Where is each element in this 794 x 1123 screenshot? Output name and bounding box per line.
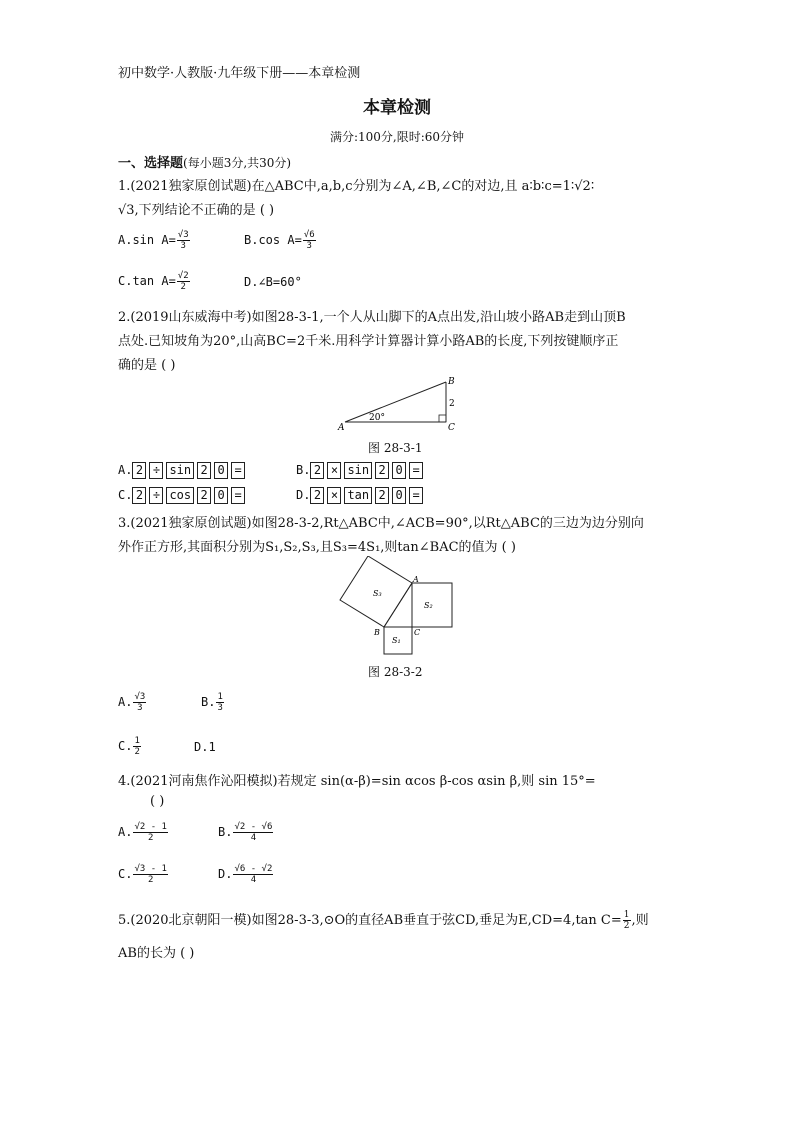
fig1-label-b: B <box>448 377 455 387</box>
q5-line1 <box>118 909 649 931</box>
fig1-height-label: 2 <box>449 399 455 409</box>
q4-option-a <box>118 822 169 843</box>
fig1-label-c: C <box>448 423 455 433</box>
fig1-slope <box>345 382 446 422</box>
q5-line1-text: 5.(2020北京朝阳一模)如图28-3-3,⊙O的直径AB垂直于弦CD,垂足为E,CD=4,tan C= <box>118 913 622 928</box>
q1-line1: 1.(2021独家原创试题)在△ABC中,a,b,c分别为∠A,∠B,∠C的对边,且 a∶b∶c=1∶√2∶ <box>118 179 595 194</box>
fig2-caption: 图 28-3-2 <box>368 665 423 679</box>
q2-optD-label: D. <box>296 488 311 502</box>
q3-line2: 外作正方形,其面积分别为S₁,S₂,S₃,且S₃=4S₁,则tan∠BAC的值为 ( ) <box>118 540 516 555</box>
calc-key: = <box>231 462 245 479</box>
q2-optA-label: A. <box>118 463 133 477</box>
fig2-label-c: C <box>414 628 421 637</box>
q3-optA-frac: $\frac{√3}{3}$ <box>134 692 146 713</box>
q3-line1: 3.(2021独家原创试题)如图28-3-2,Rt△ABC中,∠ACB=90°,以Rt△ABC的三边为边分别向 <box>118 516 644 531</box>
q4-line2: ( ) <box>150 794 165 809</box>
q5-frac: $\frac{1}{2}$ <box>623 910 630 931</box>
q4-optD-frac: $\frac{√6 - √2}{4}$ <box>234 864 273 885</box>
figure-28-3-2 <box>335 556 460 656</box>
fig2-label-s3: S₃ <box>373 589 382 598</box>
q2-option-a <box>118 462 248 479</box>
q3-optB-frac: $\frac{1}{3}$ <box>217 692 223 713</box>
q3-optA-label: A. <box>118 695 133 709</box>
calc-key: sin <box>344 462 372 479</box>
fig2-label-a: A <box>413 575 419 584</box>
q2-line3: 确的是 ( ) <box>118 358 176 373</box>
calc-key: sin <box>166 462 194 479</box>
section-heading <box>118 152 291 171</box>
page-title: 本章检测 <box>363 98 431 118</box>
q4-optA-frac: $\frac{√2 - 1}{2}$ <box>134 822 167 843</box>
q2-line1: 2.(2019山东威海中考)如图28-3-1,一个人从山脚下的A点出发,沿山坡小路AB走到山顶B <box>118 310 626 325</box>
q4-optC-label: C. <box>118 867 133 881</box>
q3-option-b <box>201 692 225 713</box>
calc-key: 2 <box>310 487 324 504</box>
q2-option-d <box>296 487 426 504</box>
calc-key: 2 <box>375 487 389 504</box>
calc-key: 2 <box>132 487 146 504</box>
q4-optD-label: D. <box>218 867 233 881</box>
q5-line2: AB的长为 ( ) <box>118 946 195 961</box>
page-header: 初中数学·人教版·九年级下册——本章检测 <box>118 66 361 81</box>
q1-line2: √3,下列结论不正确的是 ( ) <box>118 203 275 218</box>
q2-option-b <box>296 462 426 479</box>
q1-option-b <box>244 230 317 251</box>
calc-key: = <box>231 487 245 504</box>
calc-key: 2 <box>197 462 211 479</box>
fig1-angle-label: 20° <box>369 413 385 423</box>
calc-key: ÷ <box>149 462 163 479</box>
calc-key: ÷ <box>149 487 163 504</box>
calc-key: 2 <box>310 462 324 479</box>
q3-option-a <box>118 692 147 713</box>
calc-key: 2 <box>197 487 211 504</box>
q2-optC-label: C. <box>118 488 133 502</box>
q3-optB-label: B. <box>201 695 216 709</box>
calc-key: tan <box>344 487 372 504</box>
q1-optB-label: B.cos A= <box>244 233 302 247</box>
q4-line1: 4.(2021河南焦作沁阳模拟)若规定 sin(α-β)=sin αcos β-cos αsin β,则 sin 15°= <box>118 774 596 789</box>
q4-option-d <box>218 864 274 885</box>
q1-option-a <box>118 230 191 251</box>
q4-optC-frac: $\frac{√3 - 1}{2}$ <box>134 864 167 885</box>
calc-key: 0 <box>392 487 406 504</box>
section-title: 一、选择题 <box>118 156 184 171</box>
calc-key: 0 <box>392 462 406 479</box>
q3-optC-frac: $\frac{1}{2}$ <box>134 736 140 757</box>
q1-optA-frac: $\frac{√3}{3}$ <box>177 230 189 251</box>
fig2-label-b: B <box>374 628 380 637</box>
calc-key: = <box>409 462 423 479</box>
calc-key: × <box>327 462 341 479</box>
fig2-label-s1: S₁ <box>392 636 401 645</box>
q1-optC-frac: $\frac{√2}{2}$ <box>177 271 189 292</box>
figure-28-3-1 <box>335 372 465 434</box>
q4-optA-label: A. <box>118 825 133 839</box>
calc-key: × <box>327 487 341 504</box>
page-subtitle: 满分:100分,限时:60分钟 <box>329 130 465 144</box>
q4-optB-label: B. <box>218 825 233 839</box>
q1-optC-label: C.tan A= <box>118 274 176 288</box>
section-note: (每小题3分,共30分) <box>183 156 292 170</box>
q2-line2: 点处.已知坡角为20°,山高BC=2千米.用科学计算器计算小路AB的长度,下列按键顺序正 <box>118 334 619 349</box>
fig1-label-a: A <box>338 423 345 433</box>
calc-key: 2 <box>132 462 146 479</box>
q4-optB-frac: $\frac{√2 - √6}{4}$ <box>234 822 273 843</box>
q3-option-c <box>118 736 142 757</box>
q1-optB-frac: $\frac{√6}{3}$ <box>303 230 315 251</box>
q2-optB-label: B. <box>296 463 311 477</box>
q1-optA-label: A.sin A= <box>118 233 176 247</box>
calc-key: 0 <box>214 462 228 479</box>
q3-option-d: D.1 <box>194 740 216 754</box>
fig2-label-s2: S₂ <box>424 601 433 610</box>
q5-line1-tail: ,则 <box>631 913 649 928</box>
calc-key: = <box>409 487 423 504</box>
calc-key: 0 <box>214 487 228 504</box>
q1-option-c <box>118 271 191 292</box>
calc-key: cos <box>166 487 194 504</box>
q1-option-d: D.∠B=60° <box>244 275 302 289</box>
q3-optC-label: C. <box>118 739 133 753</box>
calc-key: 2 <box>375 462 389 479</box>
q4-option-b <box>218 822 274 843</box>
fig1-caption: 图 28-3-1 <box>368 441 423 455</box>
q4-option-c <box>118 864 169 885</box>
fig1-right-angle <box>439 415 446 422</box>
q2-option-c <box>118 487 248 504</box>
